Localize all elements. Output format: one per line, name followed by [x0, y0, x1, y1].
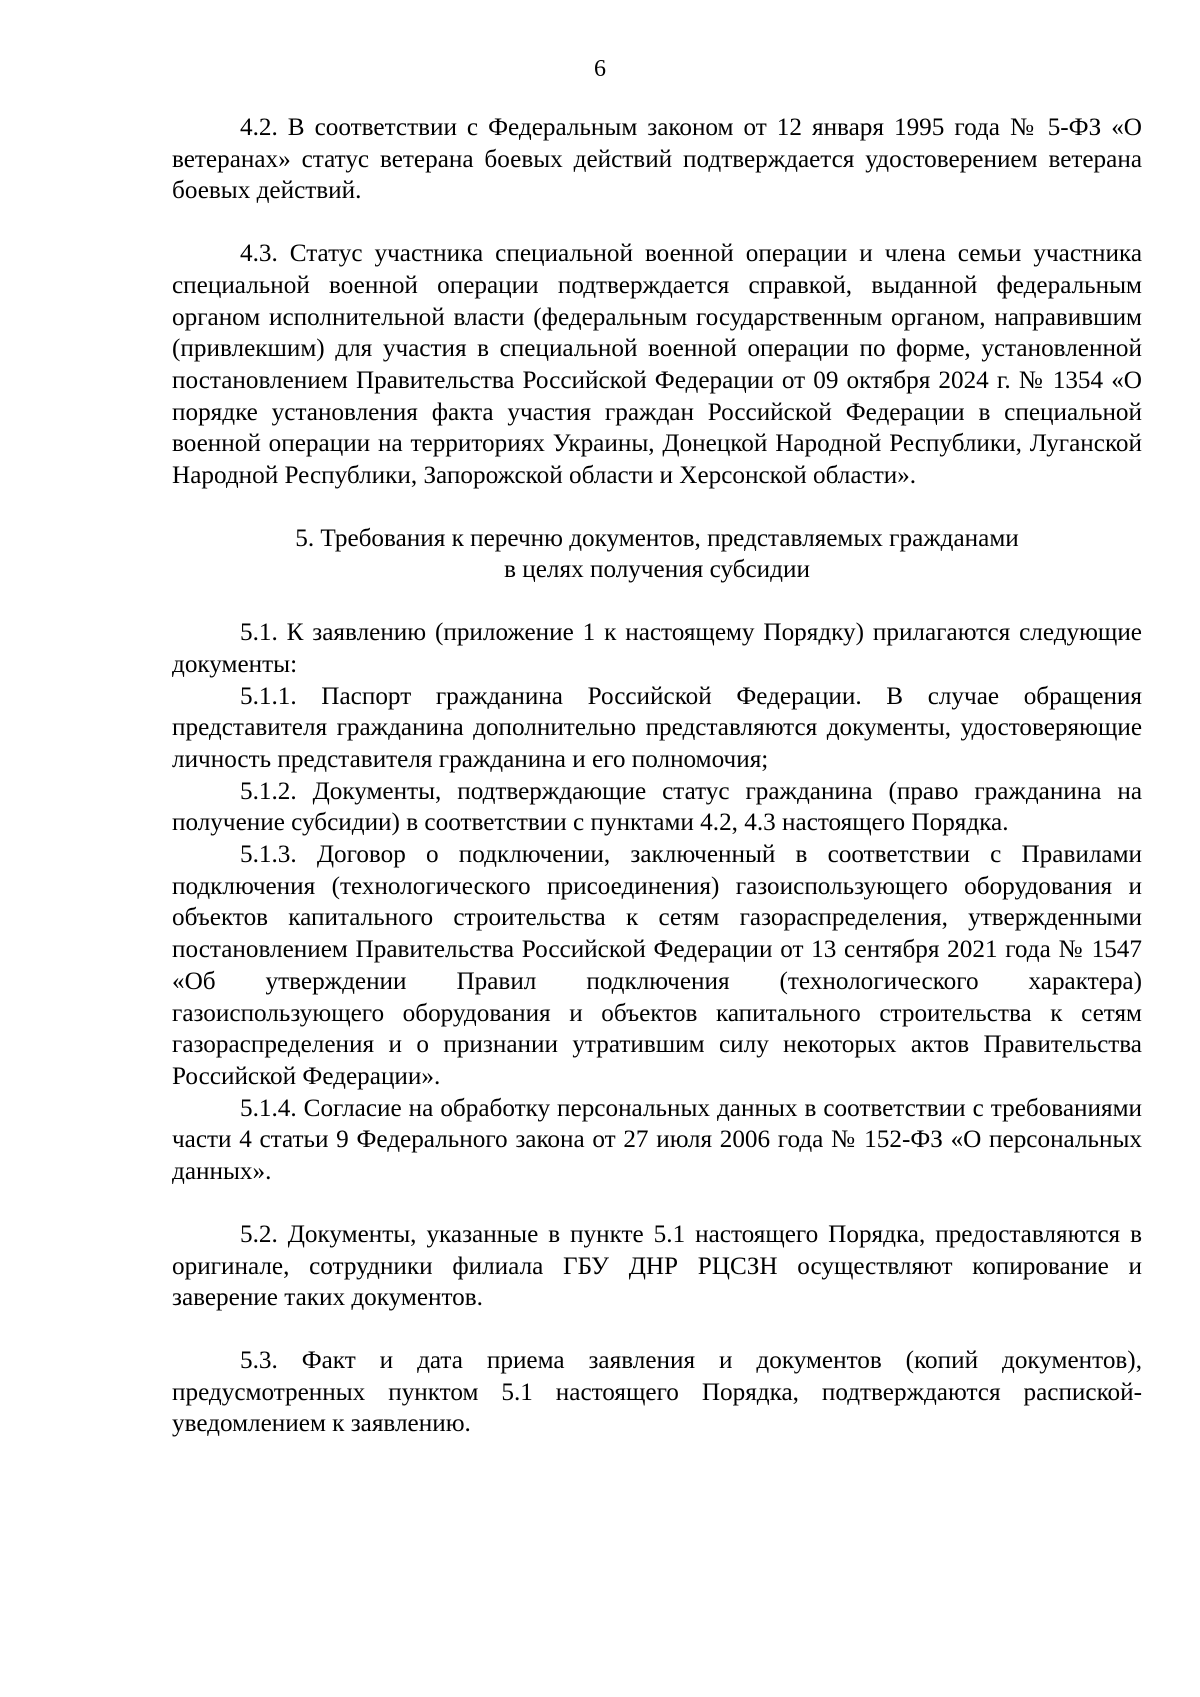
- document-body: [172, 112, 1142, 1440]
- paragraph-5-1-3: 5.1.3. Договор о подключении, заключенный в соответствии с Правилами подключения (технологического присоединения) газоиспользующего оборудования и объектов капитального строительства к сетям газораспределения, утвержденными постановлением Правительства Российской Федерации от 13 сентября 2021 года № 1547 «Об утверждении Правил подключения (технологического характера) газоиспользующего оборудования и объектов капитального строительства к сетям газораспределения и о признании утратившим силу некоторых актов Правительства Российской Федерации».: [172, 841, 1142, 1090]
- section-5-heading-line-2: в целях получения субсидии: [504, 556, 810, 584]
- page-number: 6: [594, 56, 606, 82]
- paragraph-5-1-1: 5.1.1. Паспорт гражданина Российской Федерации. В случае обращения представителя гражданина дополнительно представляются документы, удостоверяющие личность представителя гражданина и его полномочия;: [172, 682, 1142, 773]
- paragraph-4-3: 4.3. Статус участника специальной военной операции и члена семьи участника специальной военной операции подтверждается справкой, выданной федеральным органом исполнительной власти (федеральным государственным органом, направившим (привлекшим) для участия в специальной военной операции по форме, установленной постановлением Правительства Российской Федерации от 09 октября 2024 г. № 1354 «О порядке установления факта участия граждан Российской Федерации в специальной военной операции на территориях Украины, Донецкой Народной Республики, Луганской Народной Республики, Запорожской области и Херсонской области».: [172, 240, 1142, 490]
- paragraph-4-2: 4.2. В соответствии с Федеральным законом от 12 января 1995 года № 5-ФЗ «О ветеранах» статус ветерана боевых действий подтверждается удостоверением ветерана боевых действий.: [172, 114, 1142, 205]
- paragraph-5-2: 5.2. Документы, указанные в пункте 5.1 настоящего Порядка, предоставляются в оригинале, сотрудники филиала ГБУ ДНР РЦСЗН осуществляют копирование и заверение таких документов.: [172, 1220, 1142, 1312]
- section-5-heading-line-1: 5. Требования к перечню документов, представляемых гражданами: [295, 524, 1019, 552]
- section-5-heading: [172, 523, 1142, 586]
- paragraph-5-1: 5.1. К заявлению (приложение 1 к настоящему Порядку) прилагаются следующие документы:: [172, 619, 1142, 678]
- paragraph-5-1-2: 5.1.2. Документы, подтверждающие статус гражданина (право гражданина на получение субсидии) в соответствии с пунктами 4.2, 4.3 настоящего Порядка.: [172, 777, 1142, 837]
- paragraph-5-1-4: 5.1.4. Согласие на обработку персональных данных в соответствии с требованиями части 4 статьи 9 Федерального закона от 27 июля 2006 года № 152-ФЗ «О персональных данных».: [172, 1094, 1142, 1186]
- paragraph-5-3: 5.3. Факт и дата приема заявления и документов (копий документов), предусмотренных пунктом 5.1 настоящего Порядка, подтверждаются распиской-уведомлением к заявлению.: [172, 1346, 1142, 1438]
